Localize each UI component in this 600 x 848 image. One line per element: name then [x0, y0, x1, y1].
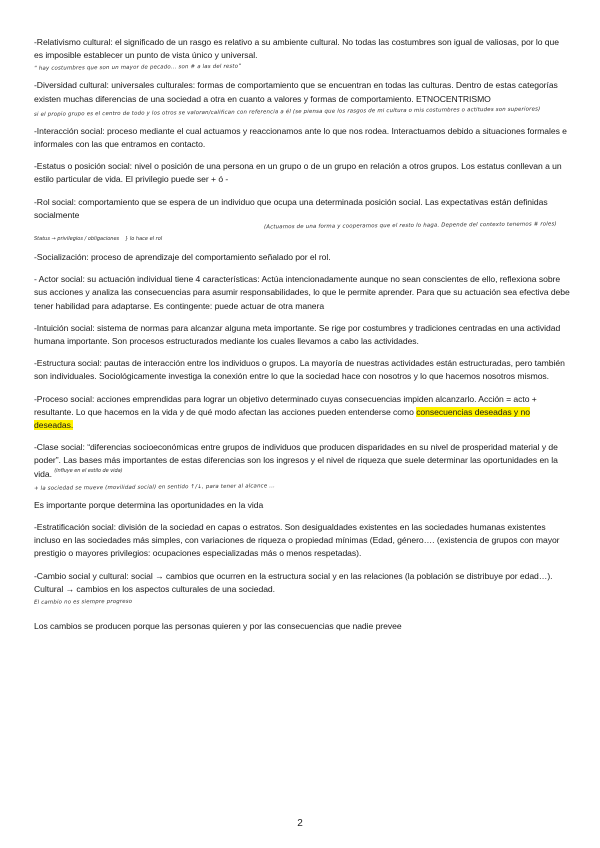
handwritten-status-sketch [34, 236, 570, 242]
page-number: 2 [297, 818, 303, 829]
paragraph-clase-text: -Clase social: “diferencias socioeconómicas entre grupos de individuos que producen disparidades en su nivel de prosperidad material y de poder”. Las bases más importantes de estas diferencias son los ingresos y el nivel de riqueza que suele determinar las oportunidades en la vida. [34, 442, 558, 479]
paragraph-interaccion: -Interacción social: proceso mediante el cual actuamos y reaccionamos ante lo que nos rodea. Interactuamos debido a situaciones formales e informales con las que entramos en contacto. [34, 125, 567, 150]
highlighted-text: consecuencias deseadas y no deseadas. [34, 406, 530, 431]
paragraph-importante: Es importante porque determina las oportunidades en la vida [34, 499, 264, 510]
paragraph-diversidad-row [34, 79, 570, 105]
handwritten-note-etnocentrismo: si el propio grupo es el centro de todo y los otros se valoran/califican con referencia a él (se piensa que los rasgos de mi cultura o mis costumbres o actitudes son superiores) [33, 106, 541, 118]
status-sketch-left: Status → privilegios / obligaciones [34, 236, 120, 243]
paragraph-cambio: -Cambio social y cultural: social → cambios que ocurren en la estructura social y en las relaciones (la población se distribuye por edad…). Cultural → cambios en los aspectos culturales de una sociedad. [34, 570, 553, 594]
paragraph-intuicion: -Intuición social: sistema de normas para alcanzar alguna meta importante. Se rige por costumbres y tradiciones centradas en una actividad humana importante. Son procesos estructurados mediante los cuales llevamos a cabo las actividades. [34, 322, 561, 347]
handwritten-note-cambio: El cambio no es siempre progreso [33, 598, 133, 606]
handwritten-note-clase: (influye en el estilo de vida) [54, 467, 123, 474]
status-sketch-right: } lo hace el rol [125, 236, 163, 243]
paragraph-cambios-causa: Los cambios se producen porque las personas quieren y por las consecuencias que nadie prevee [34, 621, 402, 632]
paragraph-proceso [34, 393, 570, 433]
paragraph-clase [34, 441, 570, 481]
handwritten-note-relativismo: “ hay costumbres que son un mayor de pecado... son # a las del resto” [33, 64, 242, 73]
document-body [34, 36, 570, 642]
paragraph-actor: - Actor social: su actuación individual tiene 4 características: Actúa intencionadamente aunque no sean conscientes de ello, reflexiona sobre sus acciones y analiza las consecuencias para asumir responsabilidades, lo que le permite aprender. Para que su actuación sea efectiva debe tener habilidad para adaptarse. Es contingente: puede actuar de otra manera [34, 274, 570, 311]
paragraph-relativismo: -Relativismo cultural: el significado de un rasgo es relativo a su ambiente cultural. No todas las costumbres son igual de valiosas, por lo que es imposible establecer un punto de vista único y universal. [34, 37, 559, 61]
paragraph-socializacion: -Socialización: proceso de aprendizaje del comportamiento señalado por el rol. [34, 252, 331, 263]
paragraph-estratificacion: -Estratificación social: división de la sociedad en capas o estratos. Son desigualdades existentes en las sociedades humanas existentes incluso en las sociedades más simples, con variaciones de riqueza o propiedad mínimas (Edad, género…. (existencia de grupos con mayor prestigio o mayores privilegios: ocupaciones especializadas más o menos respetadas). [34, 522, 560, 559]
paragraph-estatus: -Estatus o posición social: nivel o posición de una persona en un grupo o de un grupo en relación a otros grupos. Los estatus conllevan a un estilo particular de vida. El privilegio puede ser + ó - [34, 161, 562, 185]
paragraph-diversidad: -Diversidad cultural: universales culturales: formas de comportamiento que se encuentran en todas las culturas. Dentro de estas categorías existen muchas diferencias de una sociedad a otra en cuanto a valores y formas de comportamiento. ETNOCENTRISMO [34, 80, 558, 104]
paragraph-estructura: -Estructura social: pautas de interacción entre los individuos o grupos. La mayoría de nuestras actividades están estructuradas, pero también son individuales. Sociológicamente investiga la conexión entre lo que la sociedad hace con nosotros y lo que hacemos nosotros mismos. [34, 358, 565, 382]
handwritten-note-movilidad: + la sociedad se mueve (movilidad social) en sentido ↑/↓, para tener al alcance ... [33, 483, 276, 492]
paragraph-proceso-text: -Proceso social: acciones emprendidas para lograr un objetivo determinado cuyas consecuencias impiden alcanzarlo. Acción = acto + resultante. Lo que hacemos en la vida y de qué modo afectan las acciones pueden entenderse como [34, 393, 537, 417]
paragraph-rol: -Rol social: comportamiento que se espera de un individuo que ocupa una determinada posición social. Las expectativas están definidas socialmente [34, 196, 548, 220]
handwritten-note-rol: (Actuamos de una forma y cooperamos que el resto lo haga. Depende del contexto tenemos # roles) [263, 221, 557, 231]
